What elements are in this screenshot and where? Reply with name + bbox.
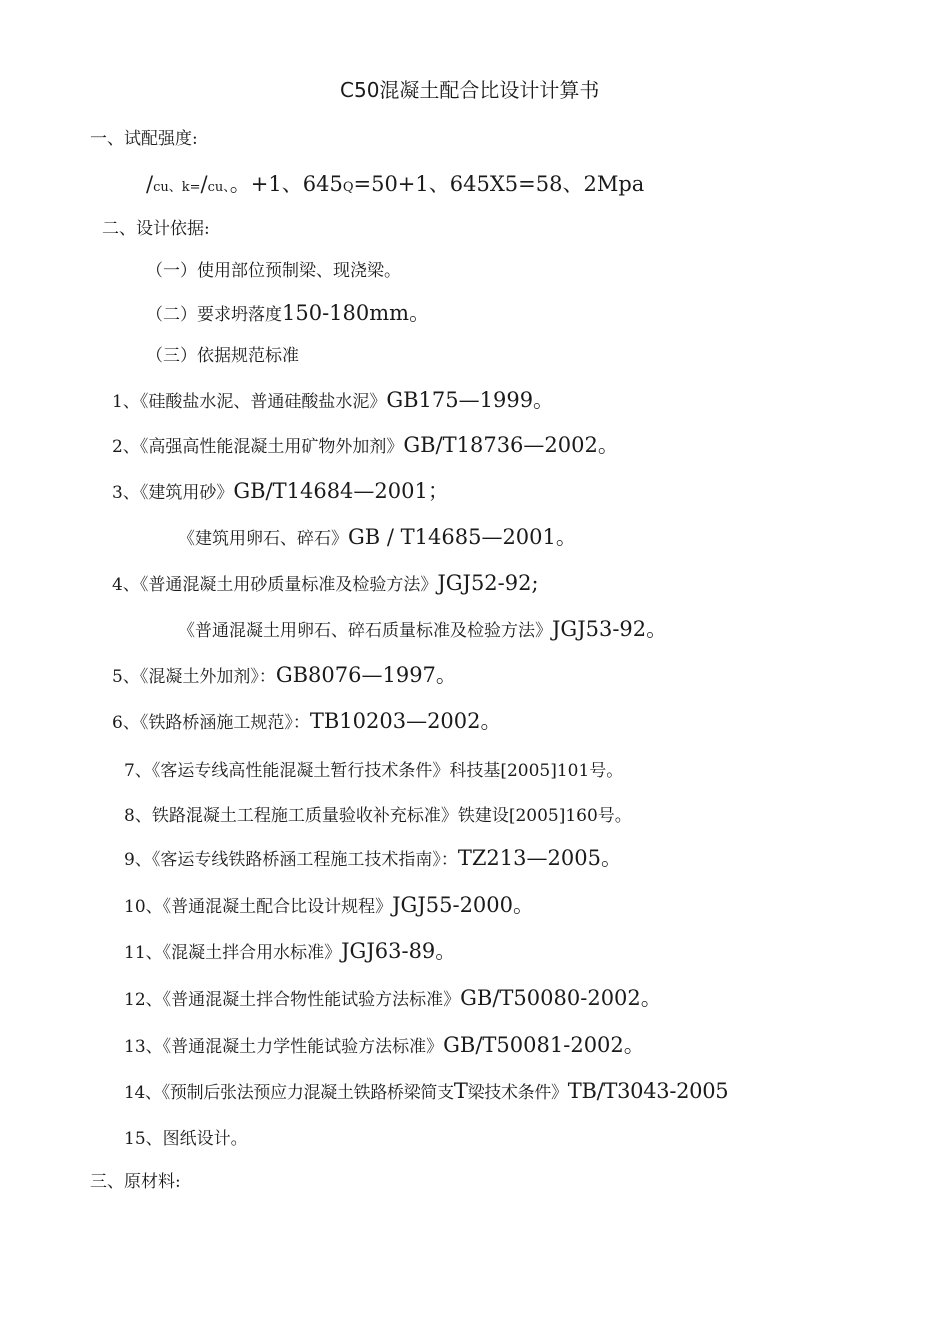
list-item: 6、《铁路桥涵施工规范》：TB10203—2002。 [112,709,502,733]
list-item: 1、《硅酸盐水泥、普通硅酸盐水泥》GB175—1999。 [112,388,555,412]
list-item: 8、铁路混凝土工程施工质量验收补充标准》铁建设[2005]160号。 [124,806,632,826]
list-item: 《建筑用卵石、碎石》GB / T14685—2001。 [178,525,577,549]
list-item: 5、《混凝土外加剂》：GB8076—1997。 [112,663,457,687]
list-item: 2、《高强高性能混凝土用矿物外加剂》GB/T18736—2002。 [112,433,619,457]
list-item: 15、图纸设计。 [124,1129,248,1149]
page-title: C50混凝土配合比设计计算书 [340,78,600,102]
list-item: 12、《普通混凝土拌合物性能试验方法标准》GB/T50080-2002。 [124,986,662,1010]
list-item: 9、《客运专线铁路桥涵工程施工技术指南》：TZ213—2005。 [124,846,622,870]
strength-formula: /cu、k=/cu、。+1、645Q=50+1、645X5=58、2Mpa [146,172,645,196]
section-heading-materials: 三、原材料: [90,1172,181,1192]
list-item: 13、《普通混凝土力学性能试验方法标准》GB/T50081-2002。 [124,1033,645,1057]
list-item: 4、《普通混凝土用砂质量标准及检验方法》JGJ52-92; [112,571,539,595]
sub-slump: （二）要求坍落度150-180mm。 [146,301,431,325]
list-item: 《普通混凝土用卵石、碎石质量标准及检验方法》JGJ53-92。 [178,617,668,641]
list-item: 10、《普通混凝土配合比设计规程》JGJ55-2000。 [124,893,535,917]
section-heading-strength: 一、试配强度: [90,129,198,149]
section-heading-basis: 二、设计依据: [102,219,210,239]
list-item: 14、《预制后张法预应力混凝土铁路桥梁简支T梁技术条件》TB/T3043-2005 [124,1079,729,1103]
list-item: 11、《混凝土拌合用水标准》JGJ63-89。 [124,939,457,963]
sub-standards: （三）依据规范标准 [146,346,299,366]
list-item: 7、《客运专线高性能混凝土暂行技术条件》科技基[2005]101号。 [124,761,624,781]
sub-usage: （一）使用部位预制梁、现浇梁。 [146,261,401,281]
list-item: 3、《建筑用砂》GB/T14684—2001； [112,479,449,503]
